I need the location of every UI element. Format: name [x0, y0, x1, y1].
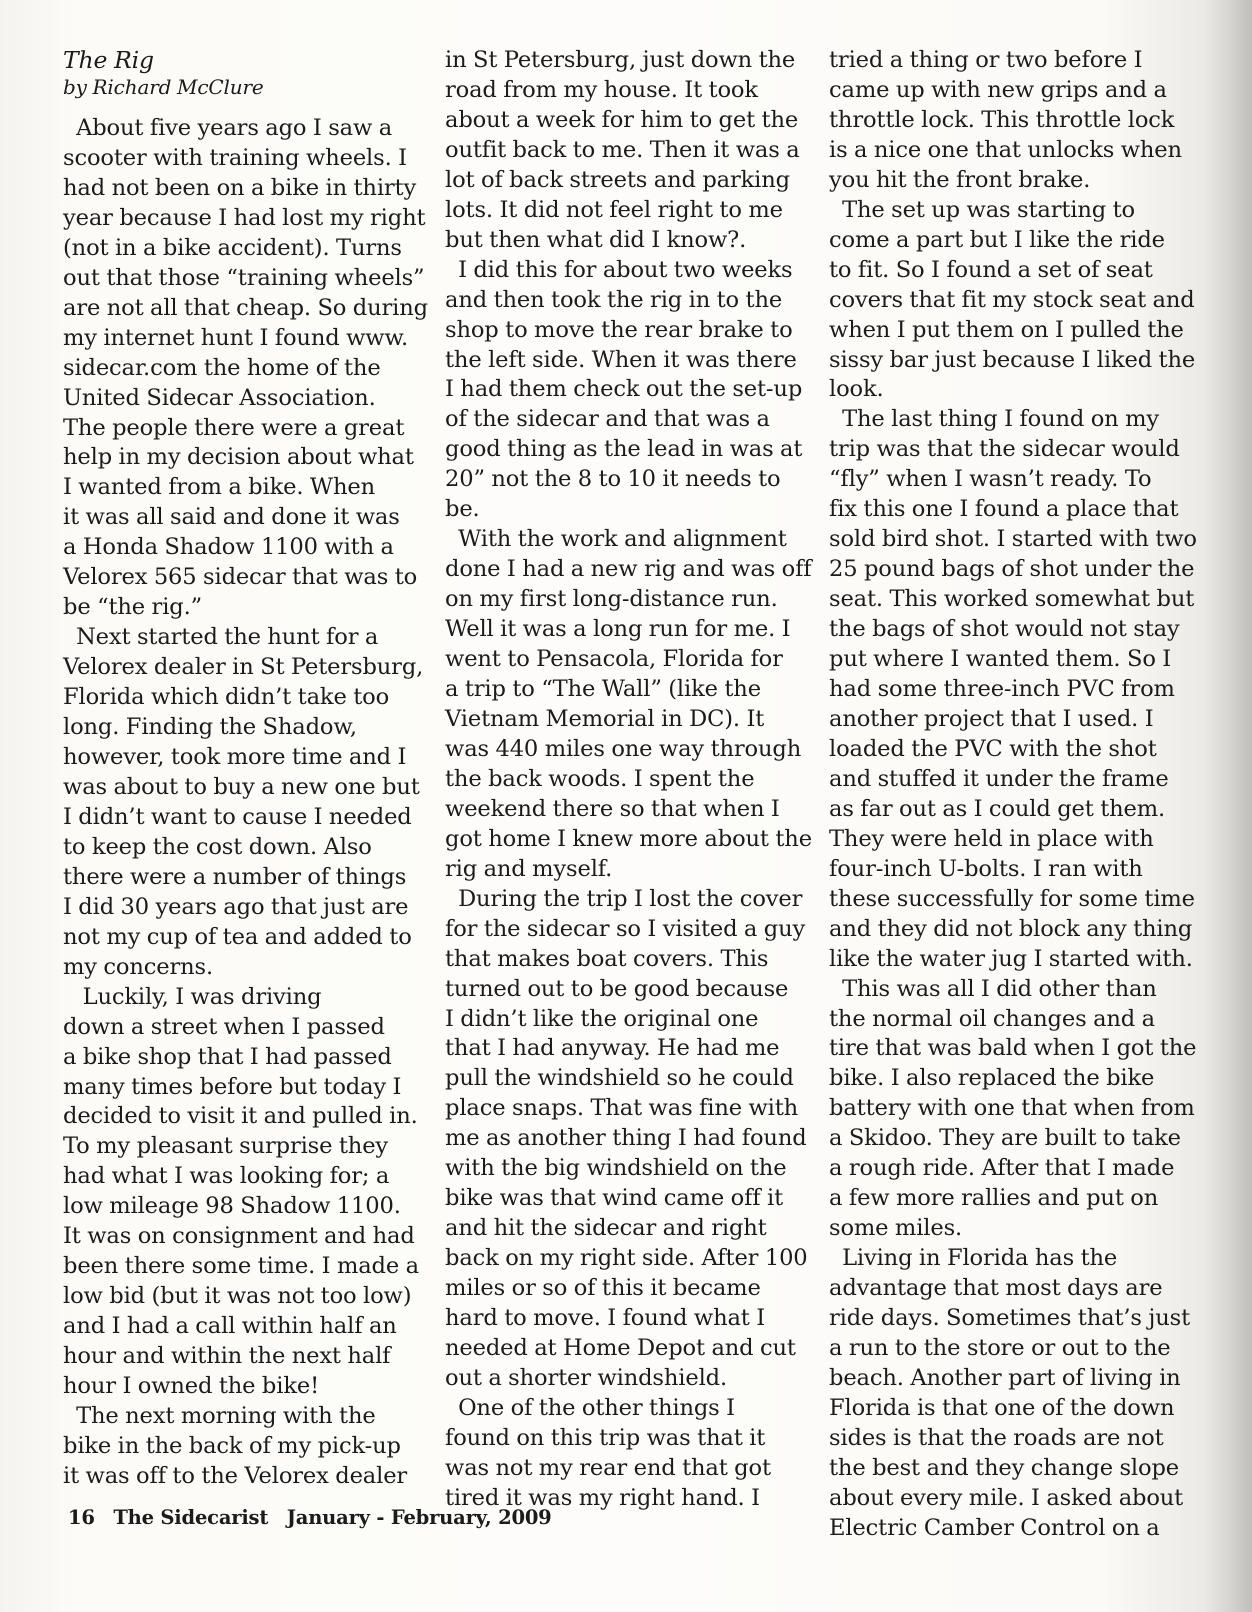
text-line: a few more rallies and put on	[829, 1185, 1159, 1212]
text-line: covers that fit my stock seat and	[829, 286, 1195, 313]
text-line: Florida which didn’t take too	[63, 684, 390, 711]
text-line: I wanted from a bike. When	[63, 474, 375, 501]
article-column-2	[445, 46, 812, 1514]
text-line: there were a number of things	[63, 863, 407, 890]
text-line: bike in the back of my pick-up	[63, 1432, 401, 1459]
text-line: are not all that cheap. So during	[63, 294, 428, 321]
article-byline: by Richard McClure	[63, 75, 264, 99]
text-line: but then what did I know?.	[445, 226, 747, 253]
article-title: The Rig	[63, 46, 154, 74]
text-line: to keep the cost down. Also	[63, 833, 372, 860]
text-line: Luckily, I was driving	[63, 983, 322, 1010]
text-line: sidecar.com the home of the	[63, 354, 381, 381]
text-line: tried a thing or two before I	[829, 47, 1143, 73]
column-2-body	[445, 46, 812, 1514]
text-line: (not in a bike accident). Turns	[63, 234, 402, 261]
text-line: out that those “training wheels”	[63, 264, 425, 291]
text-line: low mileage 98 Shadow 1100.	[63, 1193, 401, 1220]
text-line: to fit. So I found a set of seat	[829, 256, 1153, 283]
text-line: outfit back to me. Then it was a	[445, 136, 800, 163]
text-line: a Skidoo. They are built to take	[829, 1125, 1181, 1152]
text-line: found on this trip was that it	[445, 1424, 766, 1451]
text-line: sides is that the roads are not	[829, 1424, 1164, 1451]
text-line: in St Petersburg, just down the	[445, 47, 796, 73]
text-line: bike was that wind came off it	[445, 1185, 784, 1212]
text-line: The next morning with the	[63, 1402, 376, 1429]
text-line: battery with one that when from	[829, 1095, 1195, 1122]
text-line: with the big windshield on the	[445, 1155, 787, 1182]
text-line: tired it was my right hand. I	[445, 1484, 760, 1511]
page-number: 16	[68, 1506, 95, 1529]
text-line: 25 pound bags of shot under the	[829, 556, 1195, 583]
text-line: and I had a call within half an	[63, 1313, 397, 1340]
text-line: help in my decision about what	[63, 444, 414, 471]
text-line: pull the windshield so he could	[445, 1065, 794, 1092]
text-line: was 440 miles one way through	[445, 735, 802, 762]
text-line: about a week for him to get the	[445, 106, 799, 133]
text-line: and they did not block any thing	[829, 915, 1193, 942]
text-line: scooter with training wheels. I	[63, 144, 407, 171]
text-line: you hit the front brake.	[829, 166, 1091, 193]
text-line: a bike shop that I had passed	[63, 1043, 392, 1070]
text-line: seat. This worked somewhat but	[829, 586, 1195, 613]
text-line: One of the other things I	[445, 1394, 735, 1421]
text-line: lot of back streets and parking	[445, 166, 790, 193]
text-line: To my pleasant surprise they	[63, 1133, 389, 1160]
text-line: be “the rig.”	[63, 594, 203, 621]
page-edge-shadow	[1204, 0, 1252, 1612]
text-line: fix this one I found a place that	[829, 496, 1179, 523]
text-line: hour and within the next half	[63, 1343, 391, 1370]
text-line: is a nice one that unlocks when	[829, 136, 1182, 163]
text-line: the back woods. I spent the	[445, 765, 755, 792]
text-line: and stuffed it under the frame	[829, 765, 1169, 792]
text-line: I didn’t like the original one	[445, 1005, 759, 1032]
text-line: throttle lock. This throttle lock	[829, 106, 1175, 133]
text-line: During the trip I lost the cover	[445, 885, 803, 912]
page-footer	[68, 1506, 564, 1529]
text-line: good thing as the lead in was at	[445, 436, 803, 463]
text-line: tire that was bald when I got the	[829, 1035, 1197, 1062]
text-line: hour I owned the bike!	[63, 1373, 320, 1400]
text-line: however, took more time and I	[63, 744, 407, 771]
text-line: I didn’t want to cause I needed	[63, 803, 412, 830]
text-line: sissy bar just because I liked the	[829, 346, 1196, 373]
text-line: I had them check out the set-up	[445, 376, 803, 403]
text-line: lots. It did not feel right to me	[445, 196, 783, 223]
text-line: bike. I also replaced the bike	[829, 1065, 1155, 1092]
text-line: got home I knew more about the	[445, 825, 812, 852]
text-line: hard to move. I found what I	[445, 1305, 766, 1332]
text-line: and hit the sidecar and right	[445, 1215, 767, 1242]
text-line: these successfully for some time	[829, 885, 1195, 912]
article-column-3	[829, 46, 1201, 1544]
text-line: decided to visit it and pulled in.	[63, 1103, 418, 1130]
text-line: had some three-inch PVC from	[829, 676, 1175, 703]
text-line: down a street when I passed	[63, 1013, 385, 1040]
text-line: It was on consignment and had	[63, 1223, 415, 1250]
text-line: another project that I used. I	[829, 705, 1154, 732]
text-line: ride days. Sometimes that’s just	[829, 1305, 1191, 1332]
text-line: on my first long-distance run.	[445, 586, 778, 613]
text-line: as far out as I could get them.	[829, 795, 1166, 822]
text-line: a Honda Shadow 1100 with a	[63, 534, 394, 561]
text-line: that makes boat covers. This	[445, 945, 769, 972]
text-line: year because I had lost my right	[63, 204, 426, 231]
text-line: be.	[445, 496, 480, 523]
text-line: many times before but today I	[63, 1073, 402, 1100]
column-1-body	[63, 114, 428, 1492]
text-line: sold bird shot. I started with two	[829, 526, 1197, 553]
text-line: trip was that the sidecar would	[829, 436, 1180, 463]
text-line: place snaps. That was fine with	[445, 1095, 799, 1122]
text-line: Vietnam Memorial in DC). It	[445, 705, 765, 732]
text-line: was not my rear end that got	[445, 1454, 771, 1481]
text-line: low bid (but it was not too low)	[63, 1283, 412, 1310]
text-line: Velorex 565 sidecar that was to	[63, 564, 418, 591]
text-line: that I had anyway. He had me	[445, 1035, 780, 1062]
text-line: United Sidecar Association.	[63, 384, 376, 411]
text-line: Well it was a long run for me. I	[445, 616, 791, 643]
text-line: The last thing I found on my	[829, 406, 1159, 433]
text-line: not my cup of tea and added to	[63, 923, 412, 950]
text-line: some miles.	[829, 1215, 963, 1242]
text-line: come a part but I like the ride	[829, 226, 1165, 253]
text-line: for the sidecar so I visited a guy	[445, 915, 806, 942]
text-line: done I had a new rig and was off	[445, 556, 812, 583]
issue-date: January - February, 2009	[286, 1506, 552, 1529]
text-line: The set up was starting to	[829, 196, 1135, 223]
text-line: Living in Florida has the	[829, 1245, 1118, 1272]
text-line: look.	[829, 376, 884, 403]
text-line: the left side. When it was there	[445, 346, 797, 373]
text-line: 20” not the 8 to 10 it needs to	[445, 466, 781, 493]
text-line: Velorex dealer in St Petersburg,	[63, 654, 424, 681]
text-line: I did 30 years ago that just are	[63, 893, 409, 920]
text-line: advantage that most days are	[829, 1275, 1163, 1302]
text-line: put where I wanted them. So I	[829, 646, 1172, 673]
text-line: came up with new grips and a	[829, 76, 1167, 103]
text-line: rig and myself.	[445, 855, 613, 882]
text-line: it was off to the Velorex dealer	[63, 1462, 408, 1489]
text-line: weekend there so that when I	[445, 795, 780, 822]
text-line: long. Finding the Shadow,	[63, 714, 357, 741]
text-line: With the work and alignment	[445, 526, 787, 553]
publication-name: The Sidecarist	[113, 1506, 269, 1529]
text-line: my concerns.	[63, 953, 214, 980]
text-line: I did this for about two weeks	[445, 256, 793, 283]
text-line: the normal oil changes and a	[829, 1005, 1155, 1032]
text-line: a run to the store or out to the	[829, 1334, 1171, 1361]
text-line: Electric Camber Control on a	[829, 1514, 1160, 1541]
text-line: The people there were a great	[63, 414, 405, 441]
text-line: They were held in place with	[829, 825, 1154, 852]
text-line: me as another thing I had found	[445, 1125, 807, 1152]
text-line: a rough ride. After that I made	[829, 1155, 1175, 1182]
text-line: had what I was looking for; a	[63, 1163, 390, 1190]
text-line: needed at Home Depot and cut	[445, 1334, 796, 1361]
column-3-body	[829, 46, 1201, 1544]
text-line: had not been on a bike in thirty	[63, 174, 417, 201]
text-line: “fly” when I wasn’t ready. To	[829, 466, 1152, 493]
text-line: About five years ago I saw a	[63, 115, 393, 141]
text-line: been there some time. I made a	[63, 1253, 419, 1280]
text-line: loaded the PVC with the shot	[829, 735, 1157, 762]
text-line: shop to move the rear brake to	[445, 316, 793, 343]
text-line: it was all said and done it was	[63, 504, 400, 531]
text-line: Next started the hunt for a	[63, 624, 379, 651]
text-line: when I put them on I pulled the	[829, 316, 1184, 343]
text-line: was about to buy a new one but	[63, 773, 420, 800]
text-line: of the sidecar and that was a	[445, 406, 770, 433]
text-line: out a shorter windshield.	[445, 1364, 727, 1391]
text-line: beach. Another part of living in	[829, 1364, 1181, 1391]
text-line: and then took the rig in to the	[445, 286, 783, 313]
text-line: miles or so of this it became	[445, 1275, 761, 1302]
article-column-1	[63, 46, 428, 1492]
text-line: went to Pensacola, Florida for	[445, 646, 783, 673]
text-line: like the water jug I started with.	[829, 945, 1193, 972]
text-line: about every mile. I asked about	[829, 1484, 1184, 1511]
text-line: This was all I did other than	[829, 975, 1157, 1002]
text-line: my internet hunt I found www.	[63, 324, 408, 351]
text-line: the bags of shot would not stay	[829, 616, 1180, 643]
text-line: Florida is that one of the down	[829, 1394, 1175, 1421]
text-line: four-inch U-bolts. I ran with	[829, 855, 1143, 882]
text-line: the best and they change slope	[829, 1454, 1179, 1481]
text-line: a trip to “The Wall” (like the	[445, 676, 761, 703]
text-line: turned out to be good because	[445, 975, 789, 1002]
text-line: back on my right side. After 100	[445, 1245, 808, 1272]
text-line: road from my house. It took	[445, 76, 758, 103]
